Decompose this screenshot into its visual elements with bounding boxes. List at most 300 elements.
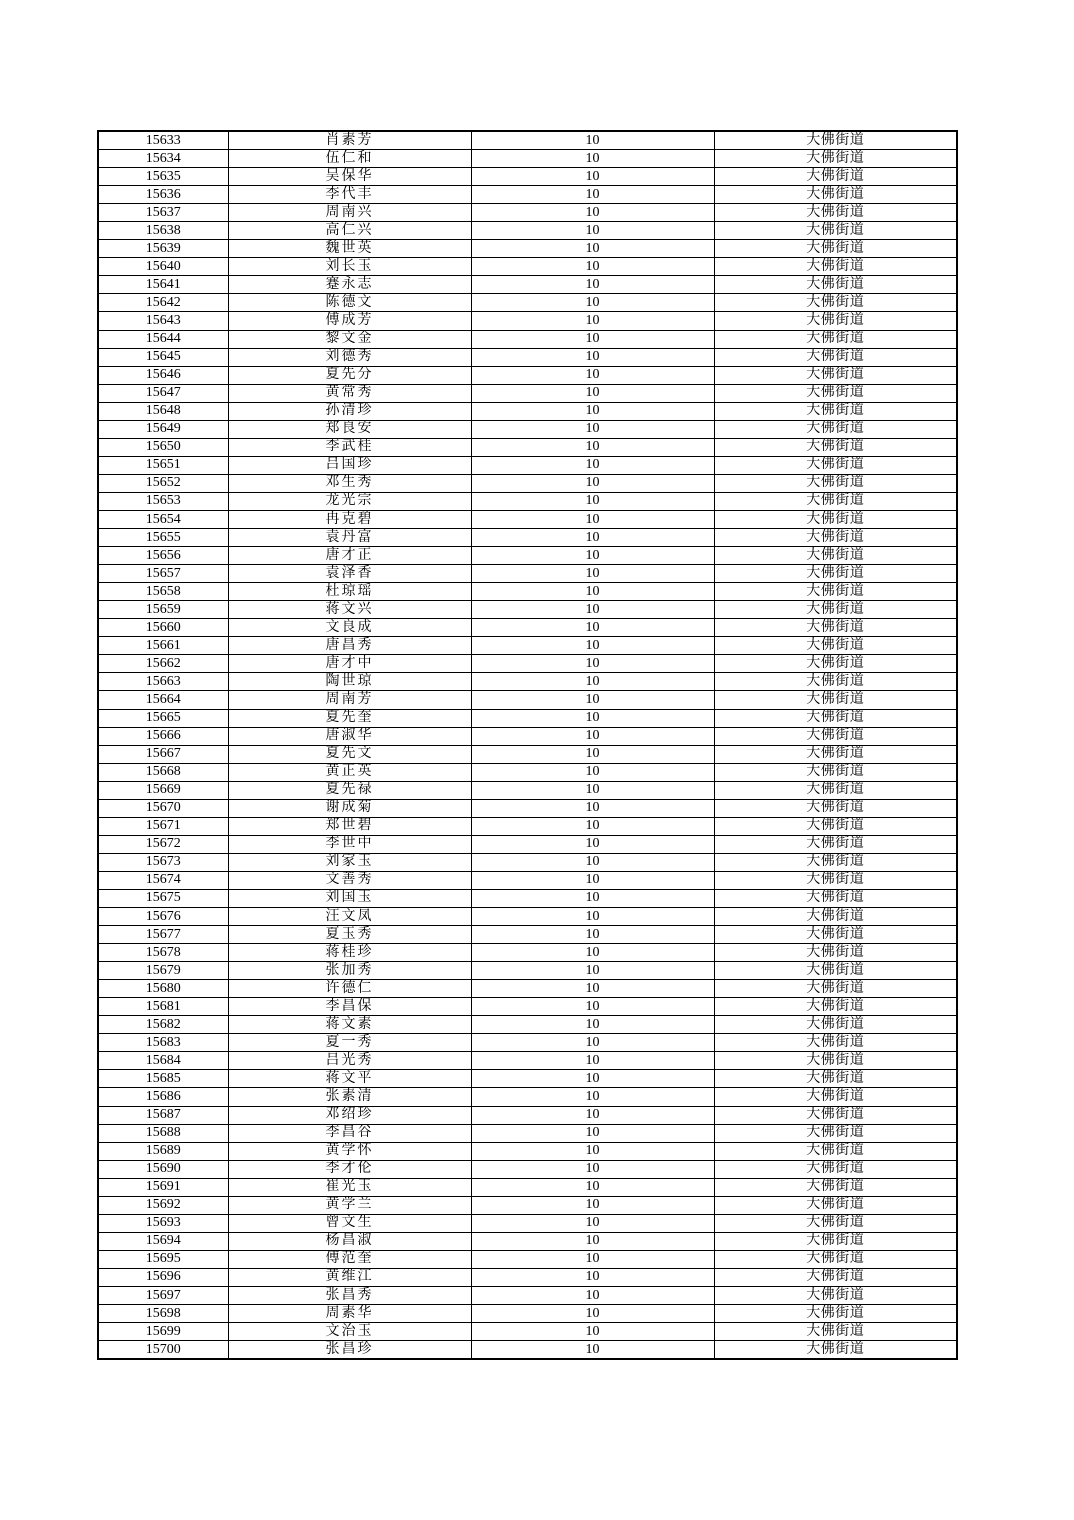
record-id-cell: 15683 bbox=[98, 1034, 228, 1052]
person-name-cell: 夏先分 bbox=[228, 366, 471, 384]
record-id-cell: 15668 bbox=[98, 763, 228, 781]
table-row bbox=[98, 619, 957, 637]
person-name-cell: 周南兴 bbox=[228, 204, 471, 222]
record-id-cell: 15697 bbox=[98, 1287, 228, 1305]
table-row bbox=[98, 1070, 957, 1088]
person-name-cell: 傅成芳 bbox=[228, 312, 471, 330]
record-id-cell: 15660 bbox=[98, 619, 228, 637]
record-id-cell: 15655 bbox=[98, 529, 228, 547]
person-name-cell: 黄维江 bbox=[228, 1268, 471, 1286]
table-row bbox=[98, 438, 957, 456]
amount-cell: 10 bbox=[471, 330, 714, 348]
table-row bbox=[98, 456, 957, 474]
record-id-cell: 15634 bbox=[98, 150, 228, 168]
amount-cell: 10 bbox=[471, 1287, 714, 1305]
table-row bbox=[98, 186, 957, 204]
amount-cell: 10 bbox=[471, 1016, 714, 1034]
table-row bbox=[98, 853, 957, 871]
person-name-cell: 夏先奎 bbox=[228, 709, 471, 727]
table-row bbox=[98, 871, 957, 889]
street-cell: 大佛街道 bbox=[714, 330, 957, 348]
amount-cell: 10 bbox=[471, 186, 714, 204]
person-name-cell: 傅范奎 bbox=[228, 1250, 471, 1268]
street-cell: 大佛街道 bbox=[714, 529, 957, 547]
person-name-cell: 李武桂 bbox=[228, 438, 471, 456]
street-cell: 大佛街道 bbox=[714, 817, 957, 835]
table-row bbox=[98, 204, 957, 222]
street-cell: 大佛街道 bbox=[714, 222, 957, 240]
table-row bbox=[98, 1088, 957, 1106]
street-cell: 大佛街道 bbox=[714, 510, 957, 528]
person-name-cell: 谢成菊 bbox=[228, 799, 471, 817]
record-id-cell: 15649 bbox=[98, 420, 228, 438]
person-name-cell: 夏一秀 bbox=[228, 1034, 471, 1052]
record-id-cell: 15695 bbox=[98, 1250, 228, 1268]
street-cell: 大佛街道 bbox=[714, 908, 957, 926]
table-row bbox=[98, 1034, 957, 1052]
street-cell: 大佛街道 bbox=[714, 1341, 957, 1360]
street-cell: 大佛街道 bbox=[714, 1250, 957, 1268]
amount-cell: 10 bbox=[471, 1305, 714, 1323]
record-id-cell: 15659 bbox=[98, 601, 228, 619]
table-row bbox=[98, 258, 957, 276]
person-name-cell: 文善秀 bbox=[228, 871, 471, 889]
amount-cell: 10 bbox=[471, 1052, 714, 1070]
record-id-cell: 15644 bbox=[98, 330, 228, 348]
table-row bbox=[98, 222, 957, 240]
table-row bbox=[98, 980, 957, 998]
amount-cell: 10 bbox=[471, 655, 714, 673]
amount-cell: 10 bbox=[471, 835, 714, 853]
table-row bbox=[98, 1232, 957, 1250]
table-row bbox=[98, 944, 957, 962]
person-name-cell: 曾文生 bbox=[228, 1214, 471, 1232]
record-id-cell: 15673 bbox=[98, 853, 228, 871]
amount-cell: 10 bbox=[471, 1088, 714, 1106]
amount-cell: 10 bbox=[471, 1124, 714, 1142]
street-cell: 大佛街道 bbox=[714, 294, 957, 312]
person-name-cell: 邓绍珍 bbox=[228, 1106, 471, 1124]
street-cell: 大佛街道 bbox=[714, 348, 957, 366]
amount-cell: 10 bbox=[471, 131, 714, 150]
person-name-cell: 陈德文 bbox=[228, 294, 471, 312]
record-id-cell: 15674 bbox=[98, 871, 228, 889]
street-cell: 大佛街道 bbox=[714, 312, 957, 330]
amount-cell: 10 bbox=[471, 637, 714, 655]
table-row bbox=[98, 1305, 957, 1323]
records-table bbox=[97, 130, 958, 1360]
record-id-cell: 15684 bbox=[98, 1052, 228, 1070]
amount-cell: 10 bbox=[471, 944, 714, 962]
street-cell: 大佛街道 bbox=[714, 1088, 957, 1106]
record-id-cell: 15636 bbox=[98, 186, 228, 204]
person-name-cell: 李才伦 bbox=[228, 1160, 471, 1178]
record-id-cell: 15672 bbox=[98, 835, 228, 853]
record-id-cell: 15670 bbox=[98, 799, 228, 817]
street-cell: 大佛街道 bbox=[714, 1196, 957, 1214]
table-row bbox=[98, 583, 957, 601]
street-cell: 大佛街道 bbox=[714, 1142, 957, 1160]
amount-cell: 10 bbox=[471, 492, 714, 510]
amount-cell: 10 bbox=[471, 276, 714, 294]
table-row bbox=[98, 817, 957, 835]
street-cell: 大佛街道 bbox=[714, 258, 957, 276]
amount-cell: 10 bbox=[471, 1160, 714, 1178]
table-row bbox=[98, 348, 957, 366]
table-row bbox=[98, 763, 957, 781]
street-cell: 大佛街道 bbox=[714, 889, 957, 907]
person-name-cell: 蒋文平 bbox=[228, 1070, 471, 1088]
record-id-cell: 15651 bbox=[98, 456, 228, 474]
record-id-cell: 15657 bbox=[98, 565, 228, 583]
street-cell: 大佛街道 bbox=[714, 1034, 957, 1052]
person-name-cell: 唐才中 bbox=[228, 655, 471, 673]
amount-cell: 10 bbox=[471, 1250, 714, 1268]
amount-cell: 10 bbox=[471, 474, 714, 492]
person-name-cell: 黄学兰 bbox=[228, 1196, 471, 1214]
table-row bbox=[98, 908, 957, 926]
person-name-cell: 黎文金 bbox=[228, 330, 471, 348]
record-id-cell: 15641 bbox=[98, 276, 228, 294]
street-cell: 大佛街道 bbox=[714, 1178, 957, 1196]
person-name-cell: 李昌谷 bbox=[228, 1124, 471, 1142]
amount-cell: 10 bbox=[471, 619, 714, 637]
amount-cell: 10 bbox=[471, 1142, 714, 1160]
record-id-cell: 15650 bbox=[98, 438, 228, 456]
record-id-cell: 15665 bbox=[98, 709, 228, 727]
street-cell: 大佛街道 bbox=[714, 366, 957, 384]
person-name-cell: 蒋文素 bbox=[228, 1016, 471, 1034]
street-cell: 大佛街道 bbox=[714, 1268, 957, 1286]
record-id-cell: 15693 bbox=[98, 1214, 228, 1232]
table-row bbox=[98, 655, 957, 673]
table-row bbox=[98, 402, 957, 420]
person-name-cell: 袁泽香 bbox=[228, 565, 471, 583]
amount-cell: 10 bbox=[471, 204, 714, 222]
amount-cell: 10 bbox=[471, 565, 714, 583]
amount-cell: 10 bbox=[471, 529, 714, 547]
table-row bbox=[98, 1052, 957, 1070]
person-name-cell: 魏世英 bbox=[228, 240, 471, 258]
street-cell: 大佛街道 bbox=[714, 204, 957, 222]
table-row bbox=[98, 366, 957, 384]
street-cell: 大佛街道 bbox=[714, 998, 957, 1016]
record-id-cell: 15680 bbox=[98, 980, 228, 998]
amount-cell: 10 bbox=[471, 727, 714, 745]
person-name-cell: 伍仁和 bbox=[228, 150, 471, 168]
record-id-cell: 15658 bbox=[98, 583, 228, 601]
amount-cell: 10 bbox=[471, 781, 714, 799]
person-name-cell: 夏先禄 bbox=[228, 781, 471, 799]
table-row bbox=[98, 889, 957, 907]
person-name-cell: 唐淑华 bbox=[228, 727, 471, 745]
table-row bbox=[98, 131, 957, 150]
record-id-cell: 15694 bbox=[98, 1232, 228, 1250]
record-id-cell: 15689 bbox=[98, 1142, 228, 1160]
table-row bbox=[98, 727, 957, 745]
street-cell: 大佛街道 bbox=[714, 1016, 957, 1034]
street-cell: 大佛街道 bbox=[714, 420, 957, 438]
record-id-cell: 15677 bbox=[98, 926, 228, 944]
person-name-cell: 邓生秀 bbox=[228, 474, 471, 492]
street-cell: 大佛街道 bbox=[714, 131, 957, 150]
person-name-cell: 夏玉秀 bbox=[228, 926, 471, 944]
amount-cell: 10 bbox=[471, 312, 714, 330]
table-row bbox=[98, 1196, 957, 1214]
record-id-cell: 15681 bbox=[98, 998, 228, 1016]
person-name-cell: 许德仁 bbox=[228, 980, 471, 998]
amount-cell: 10 bbox=[471, 673, 714, 691]
person-name-cell: 李世中 bbox=[228, 835, 471, 853]
table-row bbox=[98, 168, 957, 186]
person-name-cell: 黄常秀 bbox=[228, 384, 471, 402]
record-id-cell: 15637 bbox=[98, 204, 228, 222]
street-cell: 大佛街道 bbox=[714, 799, 957, 817]
person-name-cell: 周南芳 bbox=[228, 691, 471, 709]
street-cell: 大佛街道 bbox=[714, 962, 957, 980]
street-cell: 大佛街道 bbox=[714, 1305, 957, 1323]
street-cell: 大佛街道 bbox=[714, 547, 957, 565]
record-id-cell: 15654 bbox=[98, 510, 228, 528]
record-id-cell: 15696 bbox=[98, 1268, 228, 1286]
record-id-cell: 15671 bbox=[98, 817, 228, 835]
amount-cell: 10 bbox=[471, 745, 714, 763]
record-id-cell: 15698 bbox=[98, 1305, 228, 1323]
table-row bbox=[98, 547, 957, 565]
record-id-cell: 15643 bbox=[98, 312, 228, 330]
person-name-cell: 黄学怀 bbox=[228, 1142, 471, 1160]
amount-cell: 10 bbox=[471, 1034, 714, 1052]
street-cell: 大佛街道 bbox=[714, 637, 957, 655]
street-cell: 大佛街道 bbox=[714, 1232, 957, 1250]
record-id-cell: 15656 bbox=[98, 547, 228, 565]
street-cell: 大佛街道 bbox=[714, 727, 957, 745]
table-row bbox=[98, 330, 957, 348]
amount-cell: 10 bbox=[471, 583, 714, 601]
amount-cell: 10 bbox=[471, 853, 714, 871]
table-row bbox=[98, 1341, 957, 1360]
amount-cell: 10 bbox=[471, 889, 714, 907]
person-name-cell: 高仁兴 bbox=[228, 222, 471, 240]
table-row bbox=[98, 745, 957, 763]
street-cell: 大佛街道 bbox=[714, 709, 957, 727]
amount-cell: 10 bbox=[471, 258, 714, 276]
record-id-cell: 15648 bbox=[98, 402, 228, 420]
street-cell: 大佛街道 bbox=[714, 1052, 957, 1070]
amount-cell: 10 bbox=[471, 908, 714, 926]
person-name-cell: 蒋文兴 bbox=[228, 601, 471, 619]
amount-cell: 10 bbox=[471, 926, 714, 944]
amount-cell: 10 bbox=[471, 456, 714, 474]
street-cell: 大佛街道 bbox=[714, 926, 957, 944]
record-id-cell: 15653 bbox=[98, 492, 228, 510]
table-row bbox=[98, 565, 957, 583]
record-id-cell: 15679 bbox=[98, 962, 228, 980]
table-row bbox=[98, 962, 957, 980]
table-row bbox=[98, 691, 957, 709]
street-cell: 大佛街道 bbox=[714, 980, 957, 998]
table-row bbox=[98, 709, 957, 727]
record-id-cell: 15690 bbox=[98, 1160, 228, 1178]
person-name-cell: 袁丹富 bbox=[228, 529, 471, 547]
person-name-cell: 刘家玉 bbox=[228, 853, 471, 871]
table-row bbox=[98, 294, 957, 312]
person-name-cell: 吕国珍 bbox=[228, 456, 471, 474]
amount-cell: 10 bbox=[471, 1070, 714, 1088]
table-row bbox=[98, 1287, 957, 1305]
record-id-cell: 15700 bbox=[98, 1341, 228, 1360]
street-cell: 大佛街道 bbox=[714, 186, 957, 204]
table-row bbox=[98, 1214, 957, 1232]
street-cell: 大佛街道 bbox=[714, 1287, 957, 1305]
record-id-cell: 15685 bbox=[98, 1070, 228, 1088]
street-cell: 大佛街道 bbox=[714, 565, 957, 583]
street-cell: 大佛街道 bbox=[714, 691, 957, 709]
record-id-cell: 15662 bbox=[98, 655, 228, 673]
person-name-cell: 文治玉 bbox=[228, 1323, 471, 1341]
records-table-body bbox=[98, 131, 957, 1359]
table-row bbox=[98, 781, 957, 799]
amount-cell: 10 bbox=[471, 1341, 714, 1360]
record-id-cell: 15639 bbox=[98, 240, 228, 258]
record-id-cell: 15635 bbox=[98, 168, 228, 186]
table-row bbox=[98, 637, 957, 655]
record-id-cell: 15642 bbox=[98, 294, 228, 312]
amount-cell: 10 bbox=[471, 998, 714, 1016]
amount-cell: 10 bbox=[471, 420, 714, 438]
person-name-cell: 唐才正 bbox=[228, 547, 471, 565]
table-row bbox=[98, 673, 957, 691]
record-id-cell: 15633 bbox=[98, 131, 228, 150]
person-name-cell: 刘德秀 bbox=[228, 348, 471, 366]
amount-cell: 10 bbox=[471, 240, 714, 258]
person-name-cell: 唐昌秀 bbox=[228, 637, 471, 655]
amount-cell: 10 bbox=[471, 150, 714, 168]
street-cell: 大佛街道 bbox=[714, 619, 957, 637]
table-row bbox=[98, 1250, 957, 1268]
table-row bbox=[98, 510, 957, 528]
amount-cell: 10 bbox=[471, 1178, 714, 1196]
street-cell: 大佛街道 bbox=[714, 871, 957, 889]
amount-cell: 10 bbox=[471, 438, 714, 456]
amount-cell: 10 bbox=[471, 691, 714, 709]
amount-cell: 10 bbox=[471, 168, 714, 186]
record-id-cell: 15647 bbox=[98, 384, 228, 402]
table-row bbox=[98, 1124, 957, 1142]
person-name-cell: 刘长玉 bbox=[228, 258, 471, 276]
person-name-cell: 汪文凤 bbox=[228, 908, 471, 926]
street-cell: 大佛街道 bbox=[714, 402, 957, 420]
person-name-cell: 蒋桂珍 bbox=[228, 944, 471, 962]
amount-cell: 10 bbox=[471, 1214, 714, 1232]
record-id-cell: 15646 bbox=[98, 366, 228, 384]
amount-cell: 10 bbox=[471, 1323, 714, 1341]
person-name-cell: 杜琼瑶 bbox=[228, 583, 471, 601]
record-id-cell: 15640 bbox=[98, 258, 228, 276]
street-cell: 大佛街道 bbox=[714, 1214, 957, 1232]
person-name-cell: 蹇永志 bbox=[228, 276, 471, 294]
street-cell: 大佛街道 bbox=[714, 601, 957, 619]
record-id-cell: 15652 bbox=[98, 474, 228, 492]
person-name-cell: 杨昌淑 bbox=[228, 1232, 471, 1250]
street-cell: 大佛街道 bbox=[714, 1160, 957, 1178]
amount-cell: 10 bbox=[471, 348, 714, 366]
record-id-cell: 15699 bbox=[98, 1323, 228, 1341]
street-cell: 大佛街道 bbox=[714, 1323, 957, 1341]
record-id-cell: 15638 bbox=[98, 222, 228, 240]
table-row bbox=[98, 420, 957, 438]
table-row bbox=[98, 1016, 957, 1034]
street-cell: 大佛街道 bbox=[714, 944, 957, 962]
street-cell: 大佛街道 bbox=[714, 150, 957, 168]
amount-cell: 10 bbox=[471, 1232, 714, 1250]
person-name-cell: 龙光宗 bbox=[228, 492, 471, 510]
person-name-cell: 郑良安 bbox=[228, 420, 471, 438]
person-name-cell: 刘国玉 bbox=[228, 889, 471, 907]
amount-cell: 10 bbox=[471, 1196, 714, 1214]
amount-cell: 10 bbox=[471, 384, 714, 402]
table-row bbox=[98, 926, 957, 944]
amount-cell: 10 bbox=[471, 799, 714, 817]
street-cell: 大佛街道 bbox=[714, 1070, 957, 1088]
person-name-cell: 张昌珍 bbox=[228, 1341, 471, 1360]
street-cell: 大佛街道 bbox=[714, 583, 957, 601]
amount-cell: 10 bbox=[471, 980, 714, 998]
amount-cell: 10 bbox=[471, 294, 714, 312]
person-name-cell: 张素清 bbox=[228, 1088, 471, 1106]
record-id-cell: 15664 bbox=[98, 691, 228, 709]
record-id-cell: 15688 bbox=[98, 1124, 228, 1142]
table-row bbox=[98, 835, 957, 853]
person-name-cell: 夏先文 bbox=[228, 745, 471, 763]
person-name-cell: 陶世琼 bbox=[228, 673, 471, 691]
record-id-cell: 15645 bbox=[98, 348, 228, 366]
person-name-cell: 肖素芳 bbox=[228, 131, 471, 150]
table-row bbox=[98, 474, 957, 492]
amount-cell: 10 bbox=[471, 817, 714, 835]
amount-cell: 10 bbox=[471, 763, 714, 781]
amount-cell: 10 bbox=[471, 601, 714, 619]
street-cell: 大佛街道 bbox=[714, 673, 957, 691]
table-row bbox=[98, 799, 957, 817]
table-row bbox=[98, 312, 957, 330]
street-cell: 大佛街道 bbox=[714, 492, 957, 510]
table-row bbox=[98, 492, 957, 510]
table-row bbox=[98, 150, 957, 168]
record-id-cell: 15692 bbox=[98, 1196, 228, 1214]
street-cell: 大佛街道 bbox=[714, 763, 957, 781]
person-name-cell: 文良成 bbox=[228, 619, 471, 637]
table-row bbox=[98, 998, 957, 1016]
street-cell: 大佛街道 bbox=[714, 276, 957, 294]
amount-cell: 10 bbox=[471, 709, 714, 727]
amount-cell: 10 bbox=[471, 871, 714, 889]
street-cell: 大佛街道 bbox=[714, 1124, 957, 1142]
person-name-cell: 张加秀 bbox=[228, 962, 471, 980]
person-name-cell: 郑世碧 bbox=[228, 817, 471, 835]
amount-cell: 10 bbox=[471, 510, 714, 528]
street-cell: 大佛街道 bbox=[714, 781, 957, 799]
street-cell: 大佛街道 bbox=[714, 655, 957, 673]
table-row bbox=[98, 384, 957, 402]
person-name-cell: 吕光秀 bbox=[228, 1052, 471, 1070]
amount-cell: 10 bbox=[471, 962, 714, 980]
street-cell: 大佛街道 bbox=[714, 745, 957, 763]
person-name-cell: 李代丰 bbox=[228, 186, 471, 204]
table-row bbox=[98, 1178, 957, 1196]
street-cell: 大佛街道 bbox=[714, 168, 957, 186]
record-id-cell: 15669 bbox=[98, 781, 228, 799]
